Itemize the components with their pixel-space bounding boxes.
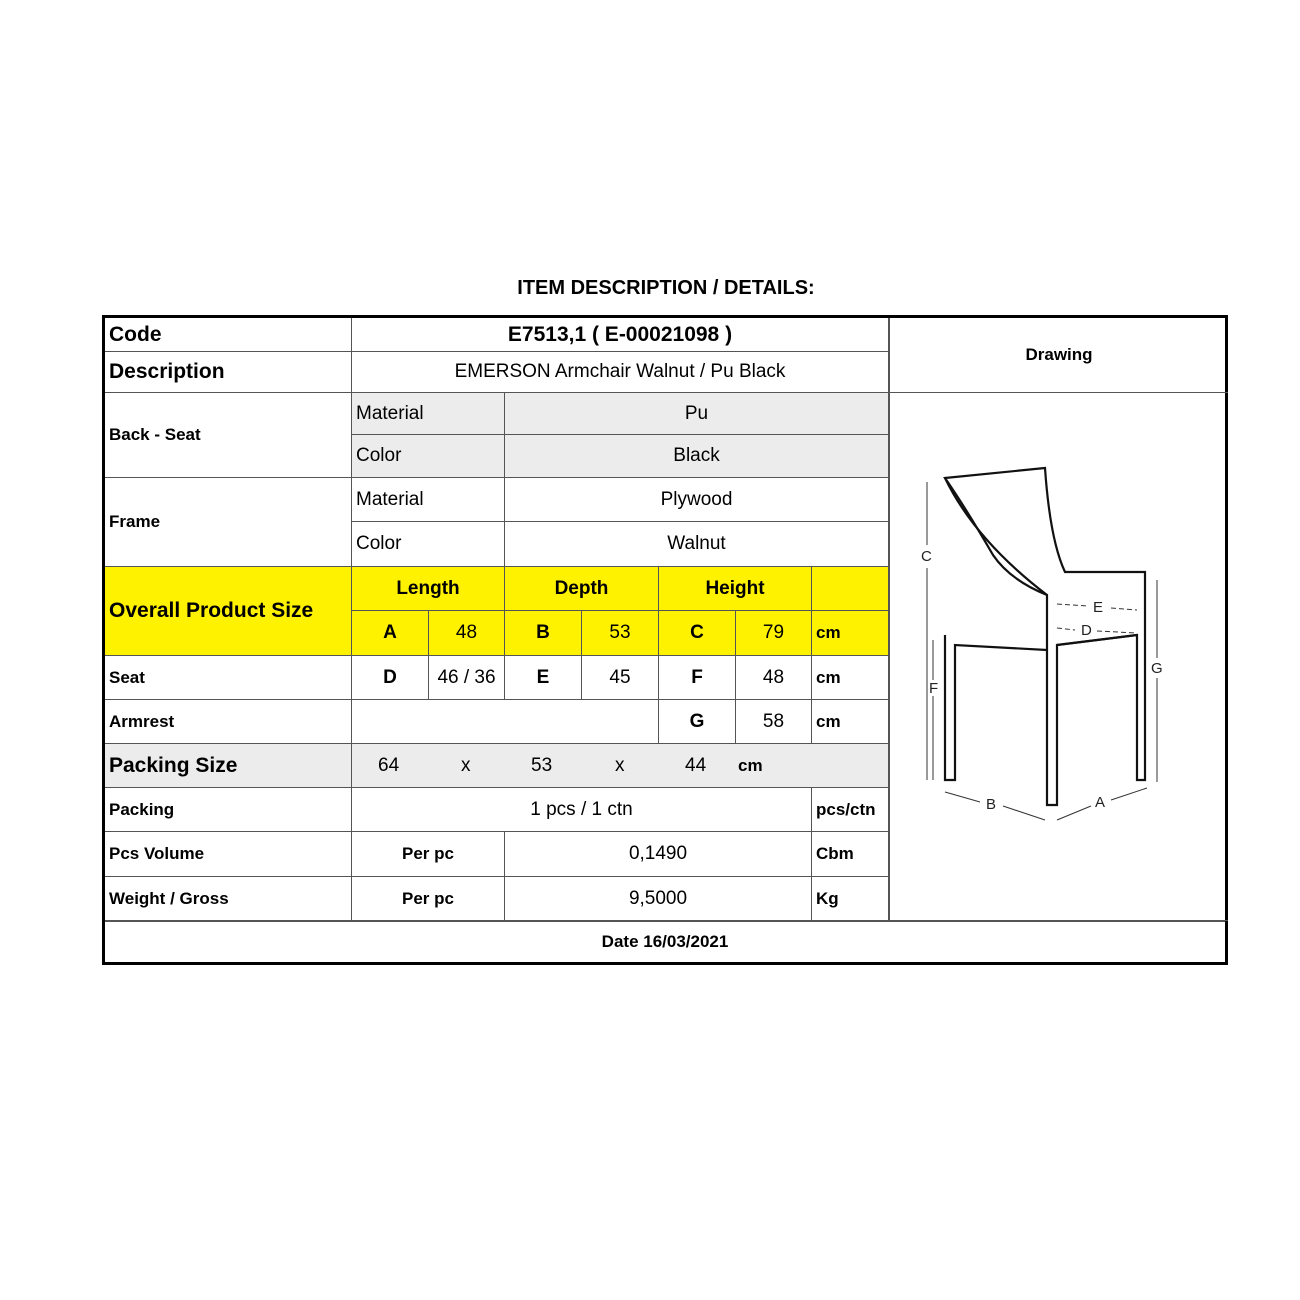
drawing-label-b: B — [986, 796, 997, 813]
description-label: Description — [105, 352, 352, 393]
frame-label: Frame — [105, 478, 352, 567]
packing-x-2: x — [615, 755, 625, 776]
drawing-label-a: A — [1095, 794, 1106, 811]
pcs-volume-label: Pcs Volume — [105, 832, 352, 877]
drawing-label-g: G — [1151, 660, 1163, 677]
description-value: EMERSON Armchair Walnut / Pu Black — [352, 352, 889, 393]
overall-b-letter: B — [505, 611, 582, 656]
dimension-lines — [927, 482, 1157, 820]
frame-material-label: Material — [352, 478, 505, 522]
seat-label: Seat — [105, 656, 352, 700]
overall-a-value: 48 — [429, 611, 505, 656]
page-title: ITEM DESCRIPTION / DETAILS: — [517, 277, 815, 299]
height-header: Height — [659, 567, 812, 611]
seat-f-letter: F — [659, 656, 736, 700]
seat-d-letter: D — [352, 656, 429, 700]
seat-f-value: 48 — [736, 656, 812, 700]
pcs-volume-unit: Cbm — [812, 832, 889, 877]
drawing-label-e: E — [1093, 599, 1104, 616]
overall-b-value: 53 — [582, 611, 659, 656]
back-seat-material-label: Material — [352, 393, 505, 435]
drawing-header: Drawing — [889, 318, 1228, 393]
chair-outline — [945, 468, 1145, 805]
armrest-g-value: 58 — [736, 700, 812, 744]
packing-size-label: Packing Size — [105, 744, 352, 788]
packing-size-values — [352, 744, 889, 788]
seat-e-letter: E — [505, 656, 582, 700]
date-footer: Date 16/03/2021 — [105, 921, 1225, 962]
drawing-label-c: C — [921, 548, 932, 565]
drawing-label-f: F — [929, 680, 939, 697]
back-seat-color: Black — [505, 435, 889, 478]
packing-x-1: x — [461, 755, 471, 776]
code-label: Code — [105, 318, 352, 352]
overall-header-blank — [812, 567, 889, 611]
back-seat-label: Back - Seat — [105, 393, 352, 478]
packing-width: 53 — [531, 755, 553, 776]
packing-length: 64 — [378, 755, 400, 776]
overall-a-letter: A — [352, 611, 429, 656]
packing-label: Packing — [105, 788, 352, 832]
overall-unit: cm — [812, 611, 889, 656]
armrest-blank — [352, 700, 659, 744]
chair-dimension-drawing — [905, 460, 1185, 840]
frame-color-label: Color — [352, 522, 505, 567]
packing-value: 1 pcs / 1 ctn — [352, 788, 812, 832]
back-seat-material: Pu — [505, 393, 889, 435]
depth-header: Depth — [505, 567, 659, 611]
packing-height: 44 — [685, 755, 707, 776]
code-value: E7513,1 ( E-00021098 ) — [352, 318, 889, 352]
seat-d-value: 46 / 36 — [429, 656, 505, 700]
frame-material: Plywood — [505, 478, 889, 522]
length-header: Length — [352, 567, 505, 611]
drawing-label-d: D — [1081, 622, 1092, 639]
back-seat-color-label: Color — [352, 435, 505, 478]
weight-label: Weight / Gross — [105, 877, 352, 921]
seat-e-value: 45 — [582, 656, 659, 700]
weight-unit: Kg — [812, 877, 889, 921]
weight-per: Per pc — [352, 877, 505, 921]
frame-color: Walnut — [505, 522, 889, 567]
pcs-volume-per: Per pc — [352, 832, 505, 877]
seat-unit: cm — [812, 656, 889, 700]
armrest-unit: cm — [812, 700, 889, 744]
overall-c-letter: C — [659, 611, 736, 656]
armrest-g-letter: G — [659, 700, 736, 744]
armrest-label: Armrest — [105, 700, 352, 744]
pcs-volume-value: 0,1490 — [505, 832, 812, 877]
overall-c-value: 79 — [736, 611, 812, 656]
packing-size-unit: cm — [738, 756, 763, 775]
overall-size-label: Overall Product Size — [105, 567, 352, 656]
weight-value: 9,5000 — [505, 877, 812, 921]
packing-unit: pcs/ctn — [812, 788, 889, 832]
